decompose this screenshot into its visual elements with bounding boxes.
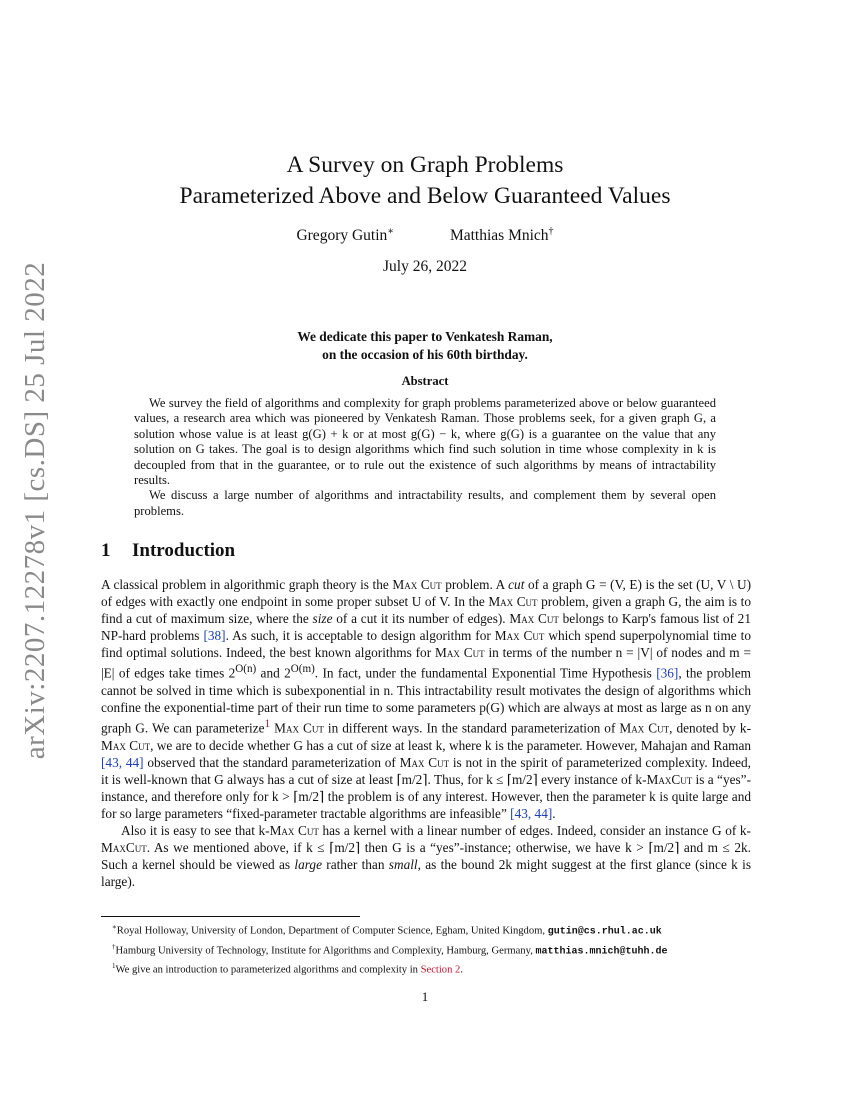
title-line-2: Parameterized Above and Below Guaranteed Values — [179, 183, 671, 209]
problem-name: Max Cut — [435, 645, 485, 661]
body-paragraph: Also it is easy to see that k-Max Cut has a kernel with a linear number of edges. Indeed, consider an instance G of k-MaxCut. As we mentioned above, if k ≤ ⌈m/2⌉ then G is a “yes”-instance; otherwise, we have k > ⌈m/2⌉ and m ≤ 2k. Such a kernel should be viewed as large rather than small, as the bound 2k might suggest at the first glance (since k is large). — [101, 823, 751, 890]
citation-link[interactable]: [38] — [203, 628, 226, 644]
author-affiliation-mark: † — [548, 226, 554, 237]
email-address: matthias.mnich@tuhh.de — [535, 946, 668, 958]
section-number: 1 — [101, 540, 111, 561]
section-title: Introduction — [132, 540, 236, 561]
footnote-link[interactable]: 1 — [264, 718, 271, 731]
problem-name: Max Cut — [101, 737, 151, 753]
dedication — [100, 328, 750, 364]
section-link[interactable]: Section 2 — [420, 964, 461, 976]
introduction-text — [101, 576, 751, 891]
paper-title — [100, 150, 750, 212]
problem-name: Max Cut — [269, 823, 319, 839]
citation-link[interactable]: [43, 44] — [510, 806, 553, 822]
problem-name: Max Cut — [399, 754, 450, 770]
abstract-heading: Abstract — [401, 374, 449, 388]
author — [450, 226, 554, 245]
title-line-1: A Survey on Graph Problems — [286, 152, 564, 178]
section-heading — [101, 540, 235, 562]
author-affiliation-mark: ∗ — [387, 226, 395, 237]
dedication-line-2: on the occasion of his 60th birthday. — [322, 347, 528, 362]
footnotes — [112, 920, 762, 978]
page-number: 1 — [421, 989, 429, 1004]
author-name: Matthias Mnich — [449, 227, 549, 245]
author-name: Gregory Gutin — [296, 227, 388, 245]
problem-name: Max Cut — [619, 720, 670, 736]
problem-name: Max Cut — [274, 720, 324, 736]
footnote: ∗Royal Holloway, University of London, Department of Computer Science, Egham, United Kingdom, gutin@cs.rhul.ac.uk — [112, 923, 662, 938]
problem-name: Max Cut — [494, 628, 545, 644]
problem-name: MaxCut — [646, 771, 693, 787]
exponent: O(m) — [290, 663, 315, 676]
footnote-divider — [101, 916, 360, 917]
arxiv-stamp-text: arXiv:2207.12278v1 [cs.DS] 25 Jul 2022 — [19, 261, 52, 759]
author-list — [100, 226, 750, 245]
problem-name: Max Cut — [509, 611, 559, 627]
problem-name: Max Cut — [488, 594, 538, 610]
publication-date: July 26, 2022 — [383, 258, 467, 275]
citation-link[interactable]: [36] — [656, 665, 679, 681]
abstract — [134, 396, 716, 519]
problem-name: MaxCut — [101, 840, 147, 856]
exponent: O(n) — [235, 663, 257, 676]
abstract-paragraph: We discuss a large number of algorithms and intractability results, and complement them by several open problems. — [134, 488, 716, 518]
footnote: †Hamburg University of Technology, Institute for Algorithms and Complexity, Hamburg, Germany, matthias.mnich@tuhh.de — [112, 942, 668, 958]
citation-link[interactable]: [43, 44] — [101, 754, 144, 770]
abstract-paragraph: We survey the field of algorithms and complexity for graph problems parameterized above or below guaranteed values, a research area which was pioneered by Venkatesh Raman. Those problems seek, for a given graph G, a solution whose value is at least g(G) + k or at most g(G) − k, where g(G) is a guarantee on the value that any solution on G takes. The goal is to design algorithms which find such solution in time whose complexity in k is decoupled from that in the guarantee, or to rule out the existence of such algorithms by means of intractability results. — [134, 396, 716, 488]
email-address: gutin@cs.rhul.ac.uk — [547, 926, 662, 938]
problem-name: Max Cut — [392, 577, 442, 592]
body-paragraph: A classical problem in algorithmic graph theory is the Max Cut problem. A cut of a graph G = (V, E) is the set (U, V \ U) of edges with exactly one endpoint in some proper subset U of V. In the Max Cut problem, given a graph G, the aim is to find a cut of maximum size, where the size of a cut it its number of edges). Max Cut belongs to Karp's famous list of 21 NP-hard problems [38]. As such, it is acceptable to design algorithm for Max Cut which spend superpolynomial time to find optimal solutions. Indeed, the best known algorithms for Max Cut in terms of the number n = |V| of nodes and m = |E| of edges take times $2^{O(n)}$ and $2^{O(m)}$. In fact, under the fundamental Exponential Time Hypothesis [36], the problem cannot be solved in time which is subexponential in n. This intractability result motivates the design of algorithms which confine the exponential-time part of their run time to some parameters p(G) which are always at most as large as n on any graph G. We can parameterize$^1$ Max Cut in different ways. In the standard parameterization of Max Cut, denoted by k-Max Cut, we are to decide whether G has a cut of size at least k, where k is the parameter. However, Mahajan and Raman [43, 44] observed that the standard parameterization of Max Cut is not in the spirit of parameterized complexity. Indeed, it is well-known that G always has a cut of size at least ⌈m/2⌉. Thus, for k ≤ ⌈m/2⌉ every instance of k-MaxCut is a “yes”-instance, and therefore only for k > ⌈m/2⌉ the problem is of any interest. However, then the parameter k is quite large and for so large parameters “fixed-parameter tractable algorithms are infeasible” [43, 44]. — [101, 577, 752, 822]
author — [296, 226, 394, 245]
dedication-line-1: We dedicate this paper to Venkatesh Raman, — [297, 329, 553, 344]
arxiv-identifier-stamp — [8, 261, 64, 759]
footnote: $^1$We give an introduction to parameterized algorithms and complexity in Section 2. — [112, 962, 463, 976]
